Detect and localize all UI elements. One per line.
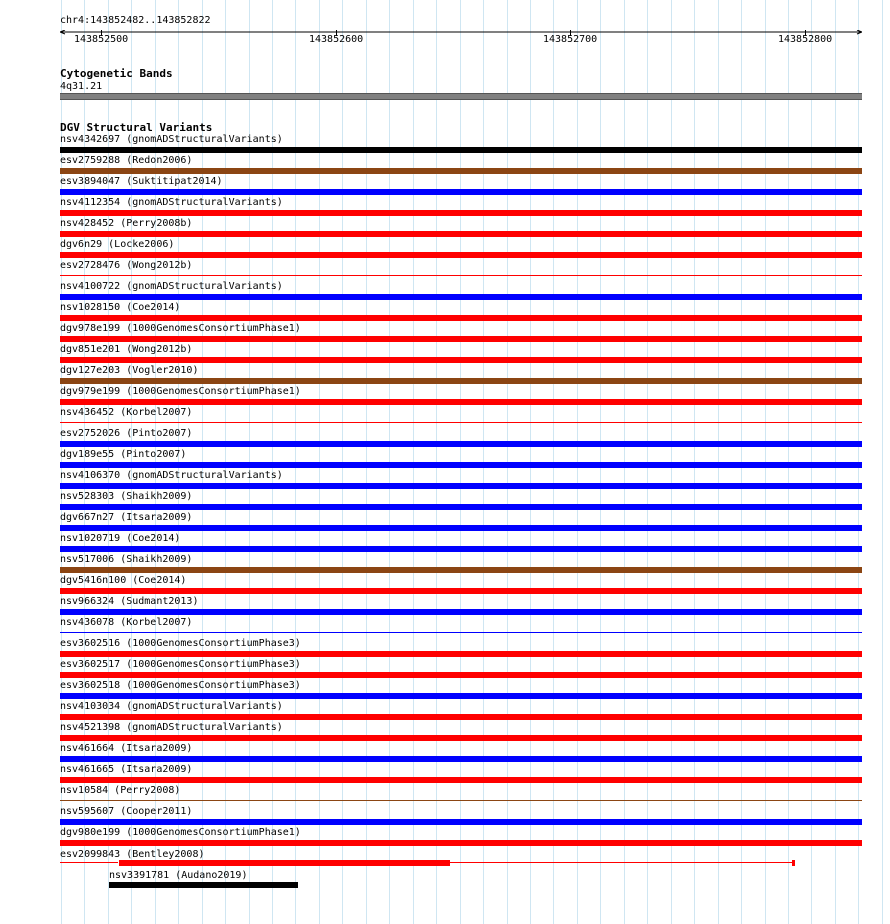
variant-bar[interactable] bbox=[60, 147, 862, 153]
variant-label: nsv4521398 (gnomADStructuralVariants) bbox=[60, 722, 283, 733]
ruler-tick-label: 143852600 bbox=[309, 34, 364, 45]
cytoband-bar[interactable] bbox=[60, 93, 862, 100]
variant-bar[interactable] bbox=[60, 735, 862, 741]
variant-bar[interactable] bbox=[60, 231, 862, 237]
variant-label: nsv428452 (Perry2008b) bbox=[60, 218, 193, 229]
variant-bar[interactable] bbox=[60, 609, 862, 615]
variant-bar[interactable] bbox=[60, 588, 862, 594]
variant-label: dgv667n27 (Itsara2009) bbox=[60, 512, 193, 523]
variant-bar[interactable] bbox=[60, 840, 862, 846]
variant-bar[interactable] bbox=[60, 714, 862, 720]
variant-bar[interactable] bbox=[60, 422, 862, 423]
variant-bar[interactable] bbox=[60, 504, 862, 510]
variant-bar[interactable] bbox=[60, 800, 862, 801]
variant-label: dgv979e199 (1000GenomesConsortiumPhase1) bbox=[60, 386, 301, 397]
variant-label: nsv461664 (Itsara2009) bbox=[60, 743, 193, 754]
variant-bar[interactable] bbox=[60, 210, 862, 216]
variant-bar[interactable] bbox=[60, 756, 862, 762]
variant-label: dgv189e55 (Pinto2007) bbox=[60, 449, 187, 460]
variant-label: nsv4342697 (gnomADStructuralVariants) bbox=[60, 134, 283, 145]
dgv-track-title: DGV Structural Variants bbox=[60, 121, 213, 134]
variant-label: nsv10584 (Perry2008) bbox=[60, 785, 181, 796]
variant-label: esv2752026 (Pinto2007) bbox=[60, 428, 193, 439]
location-label: chr4:143852482..143852822 bbox=[60, 15, 211, 26]
variant-bar[interactable] bbox=[109, 882, 298, 888]
variant-label: esv3602517 (1000GenomesConsortiumPhase3) bbox=[60, 659, 301, 670]
variant-bar[interactable] bbox=[60, 189, 862, 195]
variant-label: nsv1020719 (Coe2014) bbox=[60, 533, 181, 544]
variant-label: nsv3391781 (Audano2019) bbox=[109, 870, 248, 881]
variant-connector bbox=[450, 862, 793, 863]
variant-label: dgv978e199 (1000GenomesConsortiumPhase1) bbox=[60, 323, 301, 334]
variant-label: dgv127e203 (Vogler2010) bbox=[60, 365, 199, 376]
variant-bar[interactable] bbox=[60, 777, 862, 783]
variant-label: esv2728476 (Wong2012b) bbox=[60, 260, 193, 271]
variant-bar[interactable] bbox=[60, 632, 862, 633]
variant-label: nsv966324 (Sudmant2013) bbox=[60, 596, 199, 607]
cytoband-title: Cytogenetic Bands bbox=[60, 67, 173, 80]
variant-bar[interactable] bbox=[60, 441, 862, 447]
variant-bar[interactable] bbox=[60, 525, 862, 531]
variant-label: esv3602518 (1000GenomesConsortiumPhase3) bbox=[60, 680, 301, 691]
variant-bar[interactable] bbox=[60, 483, 862, 489]
variant-label: nsv595607 (Cooper2011) bbox=[60, 806, 193, 817]
variant-label: nsv436078 (Korbel2007) bbox=[60, 617, 193, 628]
variant-bar[interactable] bbox=[60, 275, 862, 276]
variant-bar[interactable] bbox=[60, 336, 862, 342]
variant-bar[interactable] bbox=[60, 819, 862, 825]
ruler-tick-label: 143852700 bbox=[543, 34, 598, 45]
variant-label: nsv4106370 (gnomADStructuralVariants) bbox=[60, 470, 283, 481]
variant-label: dgv851e201 (Wong2012b) bbox=[60, 344, 193, 355]
variant-label: nsv461665 (Itsara2009) bbox=[60, 764, 193, 775]
variant-label: nsv528303 (Shaikh2009) bbox=[60, 491, 193, 502]
variant-bar[interactable] bbox=[60, 462, 862, 468]
variant-label: esv2759288 (Redon2006) bbox=[60, 155, 193, 166]
variant-label: nsv1028150 (Coe2014) bbox=[60, 302, 181, 313]
variant-label: dgv980e199 (1000GenomesConsortiumPhase1) bbox=[60, 827, 301, 838]
variant-bar[interactable] bbox=[60, 252, 862, 258]
ruler-tick-label: 143852500 bbox=[74, 34, 129, 45]
grid-line bbox=[882, 0, 883, 924]
variant-label: esv3602516 (1000GenomesConsortiumPhase3) bbox=[60, 638, 301, 649]
variant-bar[interactable] bbox=[60, 378, 862, 384]
variant-label: dgv5416n100 (Coe2014) bbox=[60, 575, 187, 586]
variant-label: nsv517006 (Shaikh2009) bbox=[60, 554, 193, 565]
variant-label: nsv436452 (Korbel2007) bbox=[60, 407, 193, 418]
variant-bar[interactable] bbox=[60, 567, 862, 573]
variant-bar[interactable] bbox=[60, 672, 862, 678]
variant-label: esv3894047 (Suktitipat2014) bbox=[60, 176, 223, 187]
variant-bar[interactable] bbox=[60, 315, 862, 321]
variant-bar[interactable] bbox=[60, 651, 862, 657]
variant-bar[interactable] bbox=[60, 693, 862, 699]
variant-label: nsv4112354 (gnomADStructuralVariants) bbox=[60, 197, 283, 208]
variant-label: dgv6n29 (Locke2006) bbox=[60, 239, 175, 250]
variant-connector bbox=[60, 862, 118, 863]
variant-block bbox=[119, 860, 450, 866]
variant-bar[interactable] bbox=[60, 399, 862, 405]
variant-bar[interactable] bbox=[60, 546, 862, 552]
ruler-tick-label: 143852800 bbox=[778, 34, 833, 45]
ruler-axis bbox=[60, 30, 862, 42]
variant-label: esv2099843 (Bentley2008) bbox=[60, 849, 205, 860]
variant-bar[interactable] bbox=[60, 294, 862, 300]
cytoband-label: 4q31.21 bbox=[60, 81, 103, 92]
variant-label: nsv4103034 (gnomADStructuralVariants) bbox=[60, 701, 283, 712]
variant-block bbox=[792, 860, 795, 866]
variant-bar[interactable] bbox=[60, 168, 862, 174]
variant-label: nsv4100722 (gnomADStructuralVariants) bbox=[60, 281, 283, 292]
variant-bar[interactable] bbox=[60, 357, 862, 363]
